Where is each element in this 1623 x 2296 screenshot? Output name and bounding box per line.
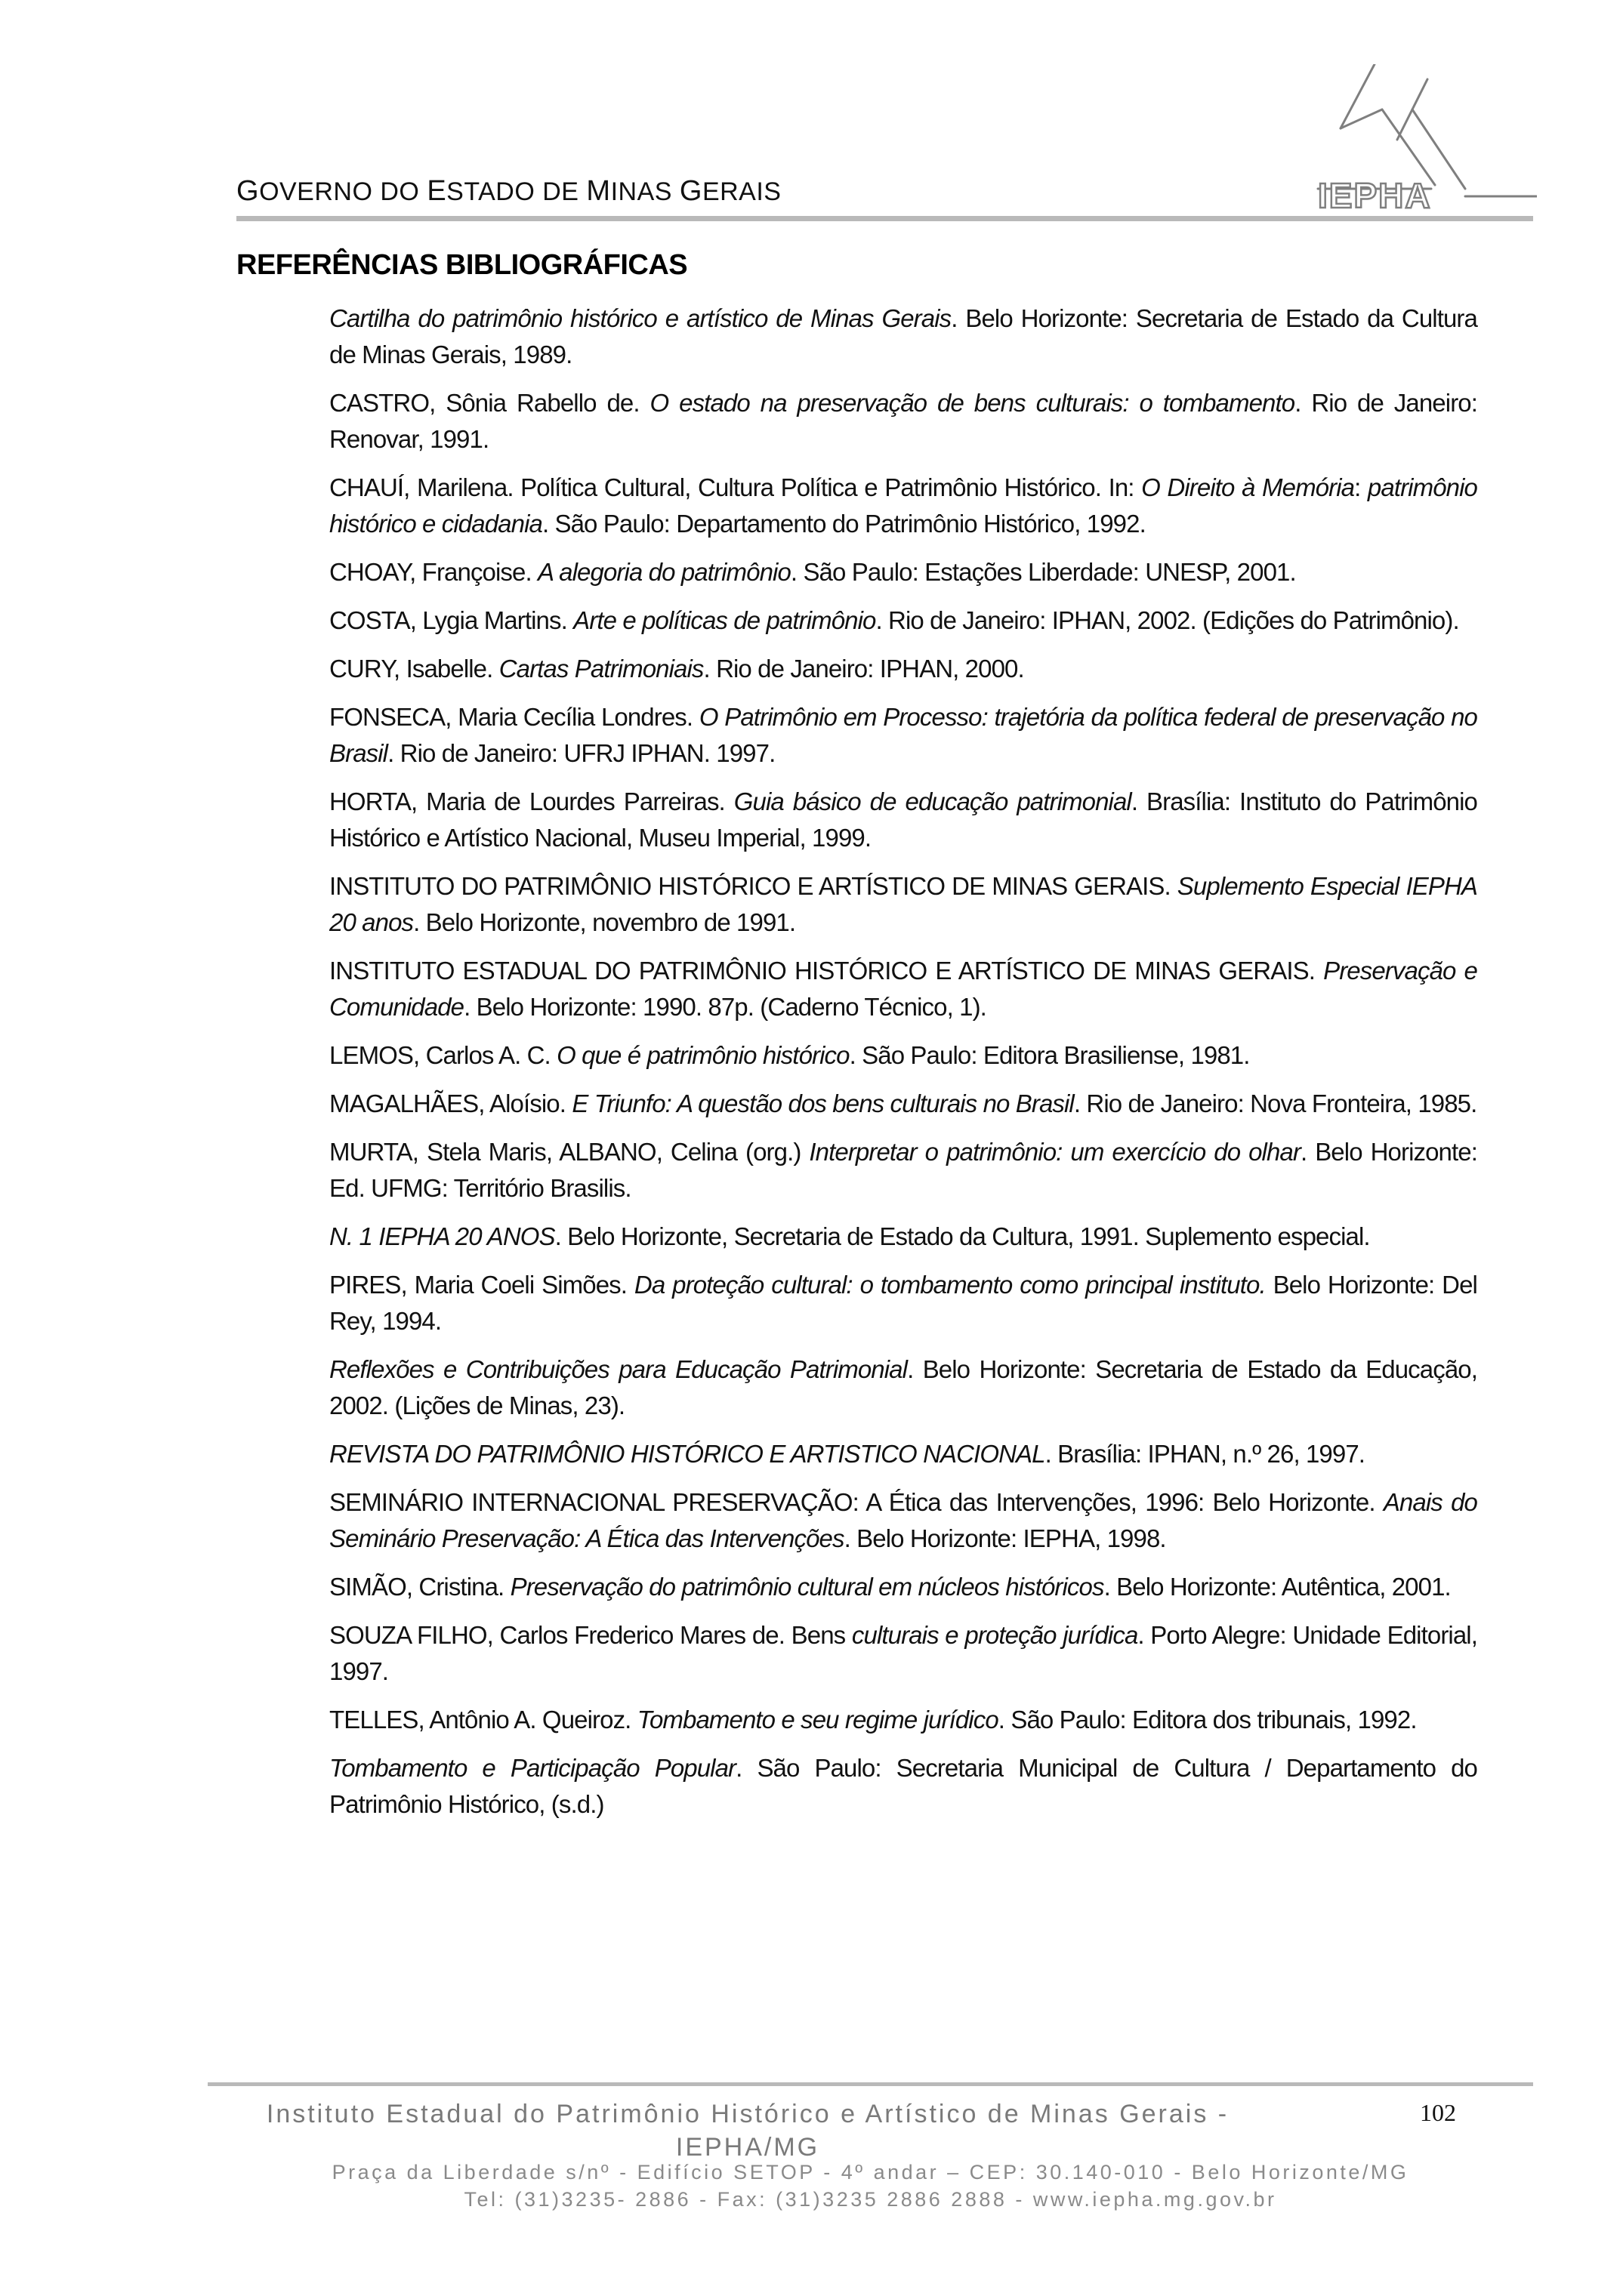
- reference-text: . São Paulo: Secretaria Municipal de Cultura / Departamento do Patrimônio Histórico, (s.d.): [329, 1754, 1477, 1818]
- reference-item: [329, 300, 1477, 373]
- reference-text: Belo Horizonte: Del Rey, 1994.: [329, 1271, 1477, 1335]
- reference-text: SEMINÁRIO INTERNACIONAL PRESERVAÇÃO: A Ética das Intervenções, 1996: Belo Horizonte.: [329, 1488, 1384, 1516]
- reference-title: O Direito à Memória: [1141, 473, 1355, 501]
- reference-title: Guia básico de educação patrimonial: [733, 787, 1131, 815]
- page-number: 102: [1420, 2099, 1456, 2126]
- reference-text: PIRES, Maria Coeli Simões.: [329, 1271, 634, 1299]
- reference-text: . Belo Horizonte: Secretaria de Estado da Cultura de Minas Gerais, 1989.: [329, 304, 1477, 368]
- reference-text: . Rio de Janeiro: IPHAN, 2000.: [703, 655, 1024, 683]
- reference-text: CURY, Isabelle.: [329, 655, 499, 683]
- reference-item: [329, 1617, 1477, 1690]
- reference-item: [329, 953, 1477, 1025]
- reference-text: . Belo Horizonte: IEPHA, 1998.: [844, 1524, 1166, 1552]
- reference-text: HORTA, Maria de Lourdes Parreiras.: [329, 787, 734, 815]
- reference-text: . Belo Horizonte: Ed. UFMG: Território Brasilis.: [329, 1138, 1477, 1202]
- reference-title: Cartilha do patrimônio histórico e artístico de Minas Gerais: [329, 304, 952, 332]
- reference-title: Suplemento Especial IEPHA 20 anos: [329, 872, 1477, 936]
- reference-title: patrimônio histórico e cidadania: [329, 473, 1477, 538]
- reference-text: . Brasília: IPHAN, n.º 26, 1997.: [1044, 1440, 1365, 1468]
- reference-item: [329, 1436, 1477, 1472]
- reference-item: [329, 1351, 1477, 1424]
- reference-title: Interpretar o patrimônio: um exercício do olhar: [809, 1138, 1301, 1166]
- reference-text: . Rio de Janeiro: Nova Fronteira, 1985.: [1073, 1089, 1477, 1117]
- reference-text: . São Paulo: Estações Liberdade: UNESP, 2001.: [790, 558, 1296, 586]
- reference-list: [329, 300, 1477, 1835]
- reference-text: SOUZA FILHO, Carlos Frederico Mares de. Bens: [329, 1621, 852, 1649]
- reference-item: [329, 385, 1477, 458]
- reference-item: [329, 1086, 1477, 1122]
- reference-text: INSTITUTO ESTADUAL DO PATRIMÔNIO HISTÓRICO E ARTÍSTICO DE MINAS GERAIS.: [329, 957, 1324, 985]
- reference-title: Arte e políticas de patrimônio: [573, 606, 876, 634]
- footer-rule: [208, 2082, 1533, 2086]
- reference-item: [329, 1484, 1477, 1557]
- iepha-logo: [1284, 64, 1537, 211]
- reference-text: LEMOS, Carlos A. C.: [329, 1041, 557, 1069]
- reference-text: . Belo Horizonte: 1990. 87p. (Caderno Técnico, 1).: [464, 993, 986, 1021]
- reference-title: Tombamento e seu regime jurídico: [637, 1706, 998, 1734]
- reference-title: Preservação do patrimônio cultural em núcleos históricos: [510, 1573, 1104, 1601]
- reference-item: [329, 1267, 1477, 1339]
- reference-text: . Rio de Janeiro: UFRJ IPHAN. 1997.: [387, 739, 776, 767]
- reference-text: CHOAY, Françoise.: [329, 558, 538, 586]
- reference-item: [329, 1569, 1477, 1605]
- reference-title: O estado na preservação de bens culturais: o tombamento: [650, 389, 1295, 417]
- reference-item: [329, 1134, 1477, 1207]
- reference-title: Reflexões e Contribuições para Educação Patrimonial: [329, 1355, 908, 1383]
- reference-text: . São Paulo: Departamento do Patrimônio Histórico, 1992.: [542, 510, 1146, 538]
- header-rule: [236, 216, 1533, 221]
- reference-title: Da proteção cultural: o tombamento como principal instituto.: [634, 1271, 1266, 1299]
- reference-text: FONSECA, Maria Cecília Londres.: [329, 703, 699, 731]
- reference-item: [329, 784, 1477, 856]
- reference-text: . São Paulo: Editora dos tribunais, 1992.: [998, 1706, 1417, 1734]
- reference-text: . Belo Horizonte, Secretaria de Estado da Cultura, 1991. Suplemento especial.: [554, 1222, 1370, 1250]
- reference-text: COSTA, Lygia Martins.: [329, 606, 574, 634]
- section-title: REFERÊNCIAS BIBLIOGRÁFICAS: [236, 249, 688, 281]
- reference-text: SIMÃO, Cristina.: [329, 1573, 511, 1601]
- reference-text: :: [1354, 473, 1368, 501]
- reference-item: [329, 603, 1477, 639]
- reference-item: [329, 1219, 1477, 1255]
- reference-text: CHAUÍ, Marilena. Política Cultural, Cultura Política e Patrimônio Histórico. In:: [329, 473, 1142, 501]
- reference-text: . Porto Alegre: Unidade Editorial, 1997.: [329, 1621, 1477, 1685]
- reference-text: . Rio de Janeiro: Renovar, 1991.: [329, 389, 1478, 453]
- reference-item: [329, 1702, 1477, 1738]
- reference-title: N. 1 IEPHA 20 ANOS: [329, 1222, 555, 1250]
- reference-text: . Belo Horizonte, novembro de 1991.: [413, 908, 796, 936]
- reference-text: . Rio de Janeiro: IPHAN, 2002. (Edições do Patrimônio).: [875, 606, 1459, 634]
- reference-text: . Belo Horizonte: Autêntica, 2001.: [1103, 1573, 1451, 1601]
- reference-item: [329, 1750, 1477, 1823]
- reference-text: . Belo Horizonte: Secretaria de Estado da Educação, 2002. (Lições de Minas, 23).: [329, 1355, 1477, 1419]
- reference-text: MURTA, Stela Maris, ALBANO, Celina (org.): [329, 1138, 810, 1166]
- reference-text: . São Paulo: Editora Brasiliense, 1981.: [849, 1041, 1250, 1069]
- reference-title: Cartas Patrimoniais: [498, 655, 704, 683]
- reference-item: [329, 554, 1477, 590]
- reference-item: [329, 1037, 1477, 1074]
- reference-text: INSTITUTO DO PATRIMÔNIO HISTÓRICO E ARTÍSTICO DE MINAS GERAIS.: [329, 872, 1177, 900]
- reference-item: [329, 699, 1477, 772]
- reference-title: Preservação e Comunidade: [329, 957, 1478, 1021]
- footer-contact: Tel: (31)3235- 2886 - Fax: (31)3235 2886 2888 - www.iepha.mg.gov.br: [464, 2188, 1277, 2211]
- reference-title: E Triunfo: A questão dos bens culturais no Brasil: [572, 1089, 1074, 1117]
- reference-title: Anais do Seminário Preservação: A Ética das Intervenções: [329, 1488, 1477, 1552]
- footer-address: Praça da Liberdade s/nº - Edifício SETOP - 4º andar – CEP: 30.140-010 - Belo Horizonte/MG: [332, 2161, 1409, 2184]
- reference-item: [329, 651, 1477, 687]
- reference-item: [329, 868, 1477, 941]
- reference-item: [329, 470, 1477, 542]
- reference-title: culturais e proteção jurídica: [851, 1621, 1138, 1649]
- reference-text: CASTRO, Sônia Rabello de.: [329, 389, 650, 417]
- reference-text: TELLES, Antônio A. Queiroz.: [329, 1706, 637, 1734]
- logo-text: IEPHA: [1318, 176, 1432, 211]
- reference-text: MAGALHÃES, Aloísio.: [329, 1089, 572, 1117]
- footer-institution: Instituto Estadual do Patrimônio Histórico e Artístico de Minas Gerais - IEPHA/MG: [266, 2100, 1230, 2162]
- reference-text: . Brasília: Instituto do Patrimônio Histórico e Artístico Nacional, Museu Imperial, 1999.: [329, 787, 1477, 852]
- reference-title: REVISTA DO PATRIMÔNIO HISTÓRICO E ARTISTICO NACIONAL: [329, 1440, 1045, 1468]
- reference-title: O Patrimônio em Processo: trajetória da política federal de preservação no Brasil: [329, 703, 1478, 767]
- reference-title: A alegoria do patrimônio: [538, 558, 791, 586]
- header-title: GOVERNO DO ESTADO DE MINAS GERAIS: [236, 175, 782, 207]
- reference-title: Tombamento e Participação Popular: [329, 1754, 736, 1782]
- reference-title: O que é patrimônio histórico: [557, 1041, 850, 1069]
